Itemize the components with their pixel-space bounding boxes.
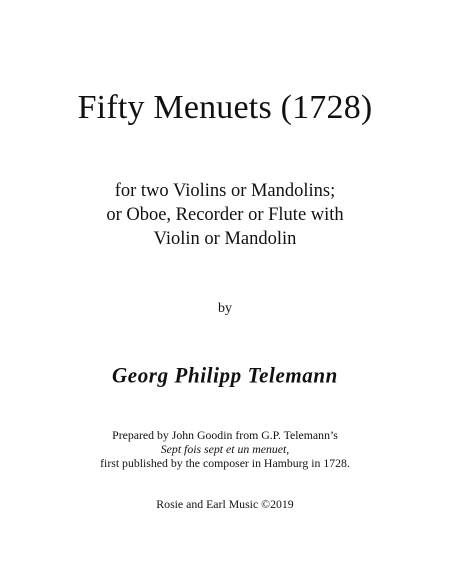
by-label: by: [218, 301, 232, 316]
subtitle-line-1: for two Violins or Mandolins;: [114, 181, 336, 201]
prepared-by-note: Prepared by John Goodin from G.P. Telemann’s: [112, 428, 338, 442]
page-title: Fifty Menuets (1728): [77, 89, 373, 126]
subtitle-line-2: or Oboe, Recorder or Flute with: [106, 205, 344, 225]
composer-name: Georg Philipp Telemann: [112, 362, 338, 388]
original-work-title: Sept fois sept et un menuet,: [160, 442, 290, 456]
publisher-copyright: Rosie and Earl Music ©2019: [156, 497, 294, 511]
publication-note: first published by the composer in Hamburg in 1728.: [100, 456, 350, 470]
subtitle-line-3: Violin or Mandolin: [153, 229, 297, 249]
